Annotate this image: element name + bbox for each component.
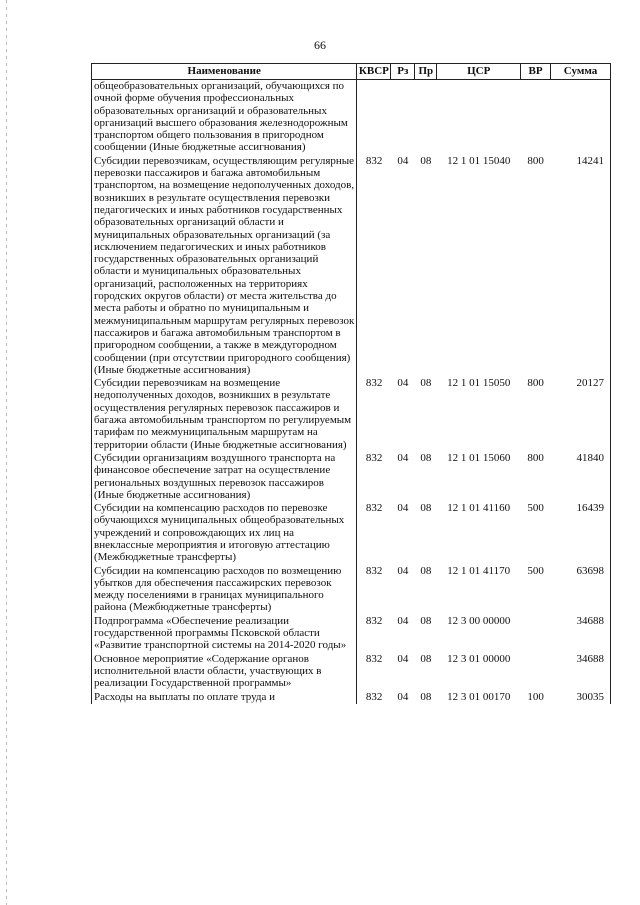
cell-name: Субсидии перевозчикам, осуществляющим регулярные перевозки пассажиров и багажа автомобильным транспортом, на возмещение недополученных доходов, возникших в результате осуществления перевозки педагогических и иных работников государственных образовательных организаций области и муниципальных образовательных организаций (за исключением педагогических и иных работников государственных образовательных организаций области и муниципальных образовательных организаций, расположенных на территориях городских округов области) от места жительства до места работы и обратно по муниципальным и межмуниципальным маршрутам регулярных перевозок пассажиров и багажа автомобильным транспортом в пригородном сообщении, а также в междугородном сообщении (при отсутствии пригородного сообщения) (Иные бюджетные ассигнования) (92, 155, 357, 377)
cell-pr: 08 (420, 564, 432, 577)
cell-vr: 800 (527, 154, 544, 167)
cell-sum: 41840 (551, 452, 611, 502)
cell-name: Субсидии перевозчикам на возмещение недополученных доходов, возникших в результате осуществления регулярных перевозок пассажиров и багажа автомобильным транспортом по регулируемым тарифам по межмуниципальным маршрутам на территории области (Иные бюджетные ассигнования) (92, 377, 357, 452)
cell-pr: 08 (420, 502, 432, 515)
cell-name: Основное мероприятие «Содержание органов исполнительной власти области, участвующих в реализации Государственной программы» (92, 653, 357, 691)
cell-kvsr: 832 (365, 690, 383, 703)
cell-csr (437, 80, 521, 155)
cell-pr: 08 (420, 451, 432, 464)
cell-name: Субсидии на компенсацию расходов по перевозке обучающихся муниципальных общеобразовательных учреждений и сопровождающих их лиц на внеклассные мероприятия и итоговую аттестацию (Межбюджетные трансферты) (92, 502, 357, 564)
cell-kvsr: 832 (365, 154, 383, 167)
scan-edge-line (6, 0, 7, 905)
header-vr: ВР (521, 64, 551, 80)
header-name: Наименование (92, 64, 357, 80)
cell-kvsr: 832 (365, 502, 383, 515)
cell-csr: 12 1 01 15040 (447, 154, 511, 167)
table-row (92, 565, 611, 615)
cell-sum: 30035 (551, 691, 611, 704)
cell-rz: 04 (397, 690, 409, 703)
cell-vr (521, 615, 551, 653)
header-rz: Рз (391, 64, 415, 80)
cell-csr: 12 1 01 41170 (447, 564, 511, 577)
cell-kvsr (357, 80, 391, 155)
cell-csr: 12 1 01 15060 (447, 451, 511, 464)
cell-sum: 34688 (551, 653, 611, 691)
cell-pr (415, 80, 437, 155)
cell-vr: 500 (527, 564, 544, 577)
cell-kvsr: 832 (365, 451, 383, 464)
cell-pr: 08 (420, 154, 432, 167)
table-row (92, 452, 611, 502)
header-csr: ЦСР (437, 64, 521, 80)
cell-pr: 08 (420, 377, 432, 390)
cell-name: Подпрограмма «Обеспечение реализации государственной программы Псковской области «Развитие транспортной системы на 2014-2020 годы» (92, 615, 357, 653)
cell-kvsr: 832 (365, 377, 383, 390)
cell-kvsr: 832 (365, 614, 383, 627)
cell-name: Субсидии организациям воздушного транспорта на финансовое обеспечение затрат на осуществление региональных воздушных перевозок пассажиров (Иные бюджетные ассигнования) (92, 452, 357, 502)
cell-sum: 14241 (551, 155, 611, 377)
table-row (92, 502, 611, 564)
page-number: 66 (314, 38, 326, 52)
cell-kvsr: 832 (365, 652, 383, 665)
cell-vr: 800 (527, 377, 544, 390)
cell-rz: 04 (397, 564, 409, 577)
cell-name: Субсидии на компенсацию расходов по возмещению убытков для обеспечения пассажирских перевозок между поселениями в границах муниципального района (Межбюджетные трансферты) (92, 565, 357, 615)
cell-sum (551, 80, 611, 155)
cell-vr (521, 80, 551, 155)
cell-name: общеобразовательных организаций, обучающихся по очной форме обучения профессиональных образовательных организаций и образовательных организаций высшего образования железнодорожным транспортом общего пользования в пригородном сообщении (Иные бюджетные ассигнования) (92, 80, 357, 155)
cell-rz: 04 (397, 652, 409, 665)
cell-csr: 12 1 01 41160 (447, 502, 511, 515)
cell-rz: 04 (397, 154, 409, 167)
cell-kvsr: 832 (365, 564, 383, 577)
cell-rz (391, 80, 415, 155)
cell-sum: 34688 (551, 615, 611, 653)
cell-csr: 12 3 00 00000 (447, 614, 511, 627)
cell-csr: 12 3 01 00170 (447, 690, 511, 703)
cell-vr: 800 (527, 451, 544, 464)
cell-vr: 500 (527, 502, 544, 515)
table-row (92, 155, 611, 377)
cell-rz: 04 (397, 502, 409, 515)
header-kvsr: КВСР (357, 64, 391, 80)
cell-vr: 100 (527, 690, 544, 703)
cell-pr: 08 (420, 614, 432, 627)
header-sum: Сумма (551, 64, 611, 80)
cell-rz: 04 (397, 451, 409, 464)
cell-rz: 04 (397, 614, 409, 627)
table-row (92, 80, 611, 155)
table-row (92, 691, 611, 704)
table-row (92, 653, 611, 691)
cell-pr: 08 (420, 652, 432, 665)
header-pr: Пр (415, 64, 437, 80)
cell-name: Расходы на выплаты по оплате труда и (92, 691, 357, 704)
cell-vr (521, 653, 551, 691)
table-row (92, 615, 611, 653)
cell-rz: 04 (397, 377, 409, 390)
cell-pr: 08 (420, 690, 432, 703)
table-header-row (92, 64, 611, 80)
table-body (92, 80, 611, 704)
cell-csr: 12 1 01 15050 (447, 377, 511, 390)
budget-table (91, 63, 611, 704)
cell-sum: 20127 (551, 377, 611, 452)
cell-csr: 12 3 01 00000 (447, 652, 511, 665)
cell-sum: 16439 (551, 502, 611, 564)
table-row (92, 377, 611, 452)
cell-sum: 63698 (551, 565, 611, 615)
